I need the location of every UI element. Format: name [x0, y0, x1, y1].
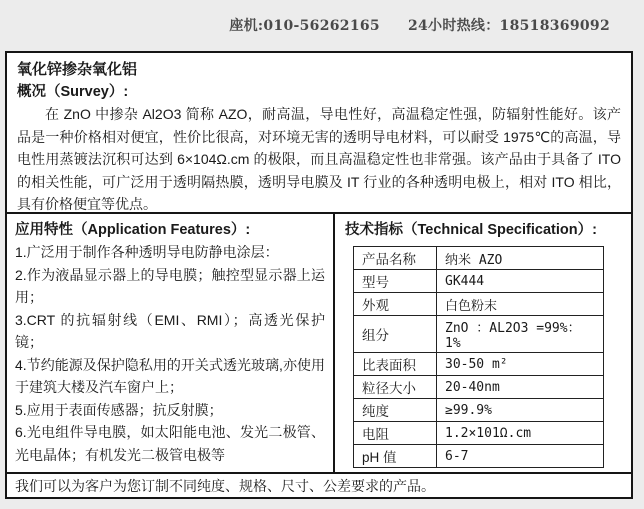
table-row	[354, 293, 604, 316]
table-row	[354, 270, 604, 293]
spec-label: 粒径大小	[354, 376, 437, 399]
contact-bar	[0, 0, 644, 50]
spec-label: 比表面积	[354, 353, 437, 376]
details-section	[7, 212, 631, 472]
spec-table	[353, 246, 604, 468]
applications-section	[7, 214, 335, 472]
spec-value: 30-50 m²	[437, 353, 604, 376]
spec-value: GK444	[437, 270, 604, 293]
spec-value: 1.2×101Ω.cm	[437, 422, 604, 445]
spec-value: 白色粉末	[437, 293, 604, 316]
survey-text: 在 ZnO 中掺杂 Al2O3 简称 AZO，耐高温，导电性好，高温稳定性强，防辐射性能好。该产品是一种价格相对便宜，性价比很高，对环境无害的透明导电材料，可以耐受 1975℃的高温，导电性用蒸镀法沉积可达到 6×104Ω.cm 的极限，而且高温稳定性也非常强。该产品由于具备了 ITO 的相关性能，可广泛用于透明隔热膜，透明导电膜及 IT 行业的各种透明电极上，相对 ITO 相比，具有价格便宜等优点。	[17, 106, 621, 212]
table-row	[354, 399, 604, 422]
table-row	[354, 316, 604, 353]
spec-label: 外观	[354, 293, 437, 316]
survey-section	[7, 53, 631, 212]
spec-label: pH 值	[354, 445, 437, 468]
spec-label: 电阻	[354, 422, 437, 445]
application-item-1: 1.广泛用于制作各种透明导电防静电涂层：	[15, 244, 279, 260]
spec-label: 型号	[354, 270, 437, 293]
table-row	[354, 422, 604, 445]
spec-label: 产品名称	[354, 247, 437, 270]
spec-value: ZnO ：AL2O3 =99%：1%	[437, 316, 604, 353]
table-row	[354, 376, 604, 399]
spec-value: 纳米 AZO	[437, 247, 604, 270]
product-title: 氧化锌掺杂氧化铝	[17, 61, 138, 78]
application-item-4: 4.节约能源及保护隐私用的开关式透光玻璃,亦使用于建筑大楼及汽车窗户上；	[15, 356, 325, 395]
spec-value: ≥99.9%	[437, 399, 604, 422]
specifications-section	[335, 214, 631, 472]
application-item-5: 5.应用于表面传感器；抗反射膜；	[15, 401, 223, 418]
footer-note: 我们可以为客户为您订制不同纯度、规格、尺寸、公差要求的产品。	[7, 472, 631, 497]
spec-label: 纯度	[354, 399, 437, 422]
application-item-6: 6.光电组件导电膜，如太阳能电池、发光二极管、光电晶体；有机发光二极管电极等	[15, 424, 325, 463]
application-item-2: 2.作为液晶显示器上的导电膜；触控型显示器上运用；	[15, 266, 325, 305]
spec-value: 6-7	[437, 445, 604, 468]
phone-number: 座机:010-56262165	[229, 18, 380, 34]
spec-label: 组分	[354, 316, 437, 353]
hotline-number: 24小时热线：18518369092	[407, 18, 610, 34]
specifications-heading: 技术指标（Technical Specification）:	[345, 222, 597, 238]
survey-heading: 概况（Survey）:	[17, 84, 129, 100]
table-row	[354, 247, 604, 270]
application-item-3: 3.CRT 的抗辐射线（EMI、RMI）；高透光保护镜；	[15, 311, 325, 350]
table-row	[354, 353, 604, 376]
product-sheet	[5, 51, 633, 499]
table-row	[354, 445, 604, 468]
applications-heading: 应用特性（Application Features）:	[15, 222, 251, 238]
spec-value: 20-40nm	[437, 376, 604, 399]
